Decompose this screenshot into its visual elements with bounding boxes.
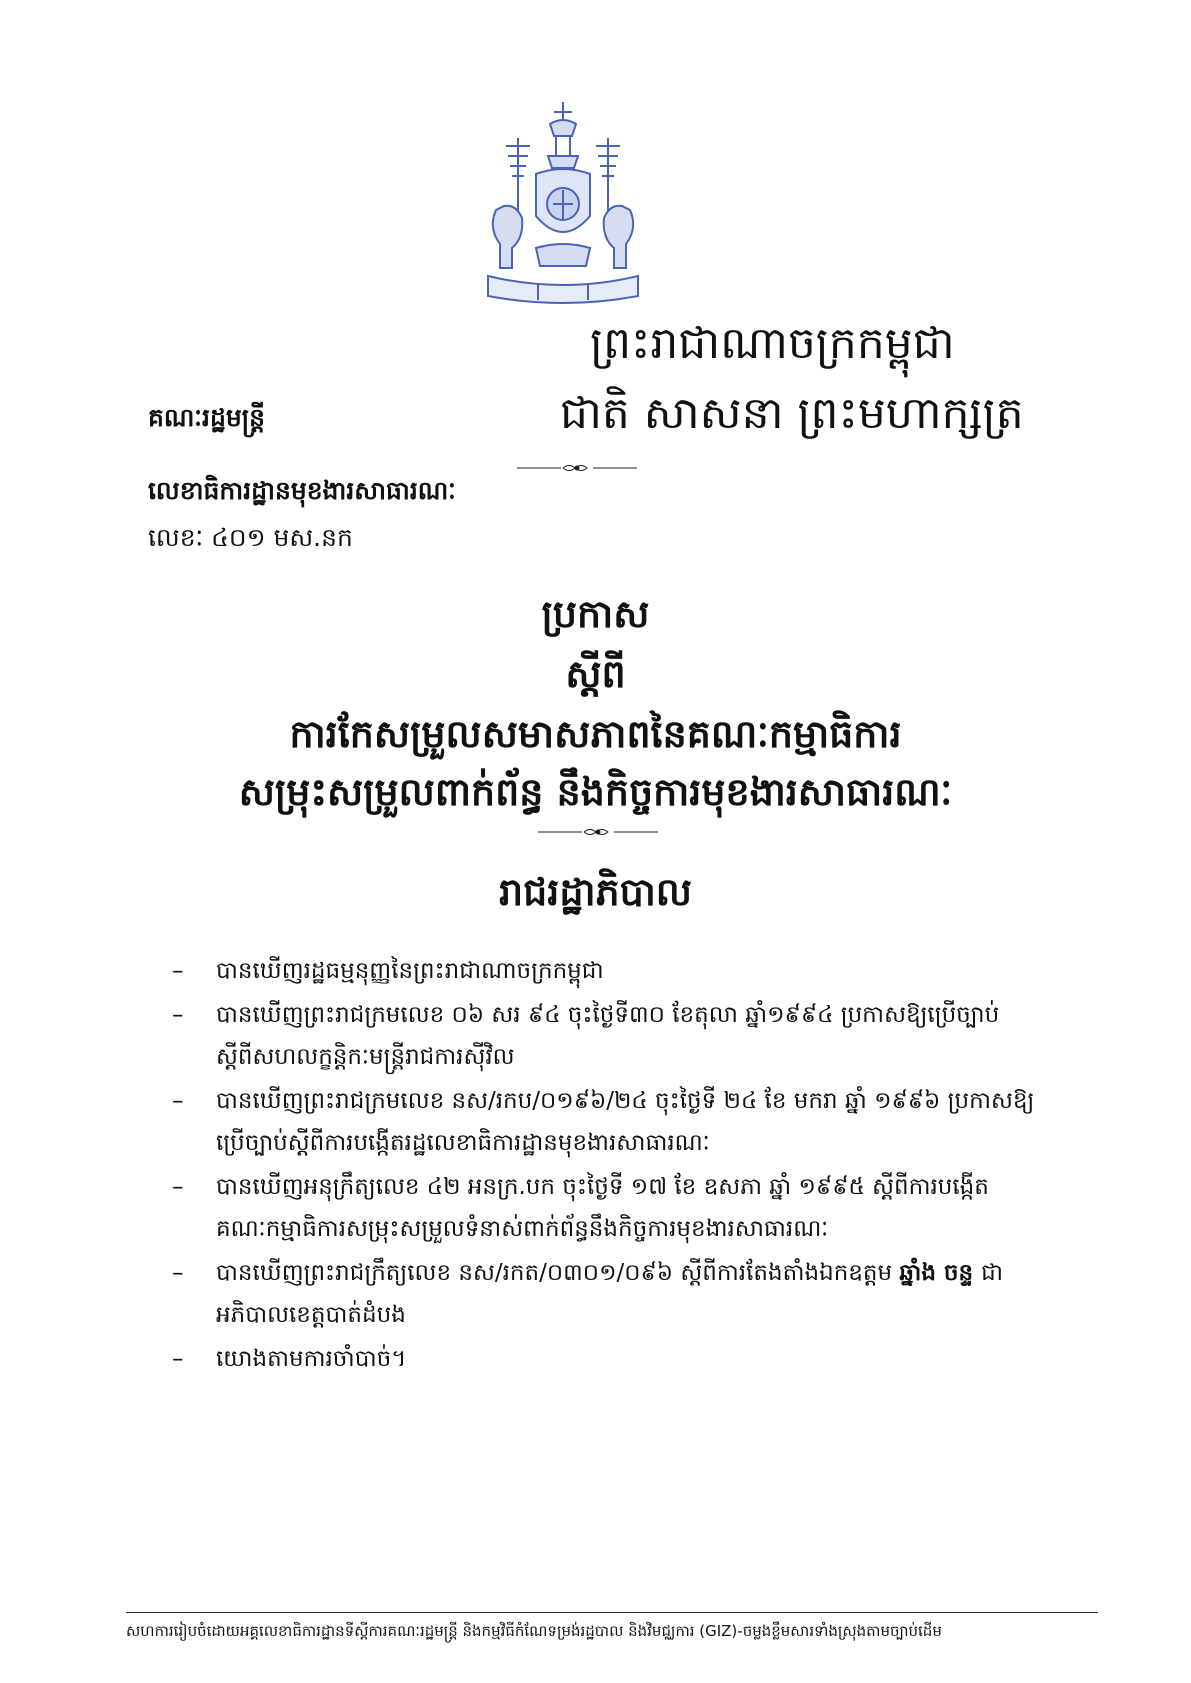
list-item: [172, 1252, 1052, 1336]
list-item: [172, 1080, 1052, 1164]
national-motto: ជាតិ សាសនា ព្រះមហាក្សត្រ: [560, 388, 1024, 439]
reference-number: លេខៈ ៤០១ មស.នក: [148, 523, 353, 552]
list-item-text: បានឃើញព្រះរាជក្រមលេខ ០៦ សរ ៩៤ ចុះថ្ងៃទី៣០ ខែតុលា ឆ្នាំ១៩៩៤ ប្រកាសឱ្យប្រើច្បាប់ស្ដីពីសហលក្ខន្តិកៈមន្ត្រីរាជការស៊ីវិល: [216, 1002, 1000, 1070]
royal-coat-of-arms-icon: [478, 98, 648, 308]
list-dash: –: [172, 1260, 184, 1286]
issuing-authority: រាជរដ្ឋាភិបាល: [499, 870, 692, 914]
list-dash: –: [172, 1346, 184, 1372]
document-type-title: ប្រកាស: [541, 592, 650, 636]
list-dash: –: [172, 1174, 184, 1200]
list-item: [172, 1166, 1052, 1250]
list-item-text-after: ជាអភិបាលខេត្តបាត់ដំបង: [216, 1260, 1004, 1328]
footer-note: សហការរៀបចំដោយអគ្គលេខាធិការដ្ឋានទីស្ដីការគណៈរដ្ឋមន្ត្រី និងកម្មវិធីកំណែទម្រង់រដ្ឋបាល និងវិមជ្ឈការ (GIZ)-ចម្លងខ្លឹមសារទាំងស្រុងតាមច្បាប់ដើម: [126, 1622, 942, 1640]
preamble-list: [172, 950, 1052, 1382]
list-item-text: បានឃើញព្រះរាជក្រមលេខ នស/រកប/០១៩៦/២៤ ចុះថ្ងៃទី ២៤ ខែ មករា ឆ្នាំ ១៩៩៦ ប្រកាសឱ្យប្រើច្បាប់ស្ដីពីការបង្កើតរដ្ឋលេខាធិការដ្ឋានមុខងារសាធារណៈ: [216, 1088, 1035, 1156]
list-dash: –: [172, 958, 184, 984]
footer-divider: [126, 1612, 1098, 1613]
list-item-text: បានឃើញរដ្ឋធម្មនុញ្ញនៃព្រះរាជាណាចក្រកម្ពុជា: [216, 958, 604, 984]
list-item: [172, 950, 1052, 992]
title-subject-line-2: សម្រុះសម្រួលពាក់ព័ន្ធ នឹងកិច្ចការមុខងារសាធារណៈ: [238, 770, 953, 814]
flourish-divider-icon: [515, 462, 639, 474]
list-item: [172, 1338, 1052, 1380]
list-item-text: បានឃើញព្រះរាជក្រឹត្យលេខ នស/រកត/០៣០១/០៩៦ ស្ដីពីការតែងតាំងឯកឧត្តម: [216, 1260, 893, 1286]
list-dash: –: [172, 1002, 184, 1028]
title-about: ស្ដីពី: [565, 652, 626, 696]
list-dash: –: [172, 1088, 184, 1114]
list-item-text: បានឃើញអនុក្រឹត្យលេខ ៤២ អនក្រ.បក ចុះថ្ងៃទី ១៧ ខែ ឧសភា ឆ្នាំ ១៩៩៥ ស្ដីពីការបង្កើតគណៈកម្មាធិការសម្រុះសម្រួលទំនាស់ពាក់ព័ន្ធនឹងកិច្ចការមុខងារសាធារណៈ: [216, 1174, 989, 1242]
secretariat-name: លេខាធិការដ្ឋានមុខងារសាធារណៈ: [148, 476, 456, 505]
list-item-text: យោងតាមការចាំបាច់។: [216, 1346, 407, 1372]
title-subject-line-1: ការកែសម្រួលសមាសភាពនៃគណៈកម្មាធិការ: [289, 712, 902, 756]
list-item: [172, 994, 1052, 1078]
flourish-divider-icon: [536, 826, 660, 838]
appointee-name: ឆ្នាំង ចន្ទ: [899, 1260, 982, 1286]
kingdom-name: ព្រះរាជាណាចក្រកម្ពុជា: [590, 318, 955, 369]
council-of-ministers: គណៈរដ្ឋមន្ត្រី: [148, 403, 266, 432]
